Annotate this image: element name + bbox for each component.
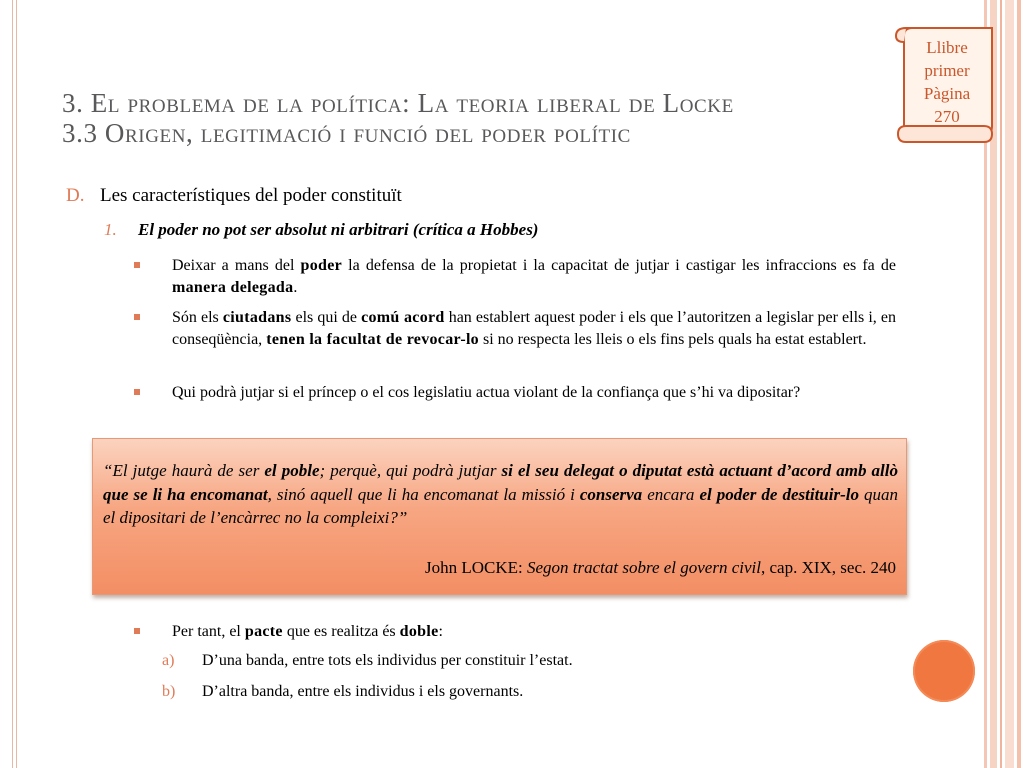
sub-item-marker: a) [162, 652, 175, 669]
title-line-2: 3.3 Origen, legitimació i funció del poder polític [62, 118, 631, 148]
sub-item-text: D’altra banda, entre els individus i els governants. [202, 683, 524, 700]
left-frame-line [12, 0, 17, 768]
sub-item-a [162, 652, 902, 670]
square-bullet-icon [134, 314, 140, 320]
quote-box [92, 438, 907, 595]
bullet-text: Per tant, el pacte que es realitza és doble: [172, 623, 443, 640]
badge-line-page-label: Pàgina [923, 84, 971, 103]
bullet-item [134, 255, 896, 299]
slide-title [62, 88, 892, 148]
sub-item-marker: b) [162, 683, 176, 700]
bullet-text: Són els ciutadans els qui de comú acord han establert aquest poder i els que l’autoritzen a legislar per ells i, en conseqüència, tenen la facultat de revocar-lo si no respecta les lleis o els fins pels quals ha estat establert. [172, 309, 896, 348]
subsection-marker: 1. [104, 220, 117, 239]
bullet-item [134, 307, 896, 351]
quote-text: “El jutge haurà de ser el poble; perquè, qui podrà jutjar si el seu delegat o diputat està actuant d’acord amb allò que se li ha encomanat, sinó aquell que li ha encomanat la missió i conserva encara el poder de destituir-lo quan el dipositari de l’encàrrec no la compleixi?” [103, 461, 899, 527]
subsection-heading [104, 220, 904, 240]
badge-line-page-number: 270 [934, 107, 960, 126]
square-bullet-icon [134, 628, 140, 634]
bullet-item [134, 382, 896, 404]
page-reference-scroll-badge [892, 22, 1000, 146]
bullet-item [134, 621, 896, 643]
bullet-text: Qui podrà jutjar si el príncep o el cos legislatiu actua violant de la confiança que s’hi va dipositar? [172, 384, 801, 401]
badge-line-first: primer [924, 61, 970, 80]
title-line-1: 3. El problema de la política: La teoria liberal de Locke [62, 88, 734, 118]
bullet-text: Deixar a mans del poder la defensa de la propietat i la capacitat de jutjar i castigar les infraccions es fa de manera delegada. [172, 257, 897, 296]
square-bullet-icon [134, 262, 140, 268]
sub-item-text: D’una banda, entre tots els individus per constituir l’estat. [202, 652, 573, 669]
subsection-label: El poder no pot ser absolut ni arbitrari (crítica a Hobbes) [138, 220, 539, 239]
section-heading [66, 185, 906, 207]
square-bullet-icon [134, 389, 140, 395]
section-marker: D. [66, 185, 85, 206]
decorative-circle [913, 640, 975, 702]
badge-line-book: Llibre [926, 38, 968, 57]
section-label: Les característiques del poder constituït [100, 185, 402, 206]
sub-item-b [162, 683, 902, 701]
quote-citation: John LOCKE: Segon tractat sobre el govern civil, cap. XIX, sec. 240 [424, 558, 896, 577]
scroll-badge-text [908, 36, 986, 128]
